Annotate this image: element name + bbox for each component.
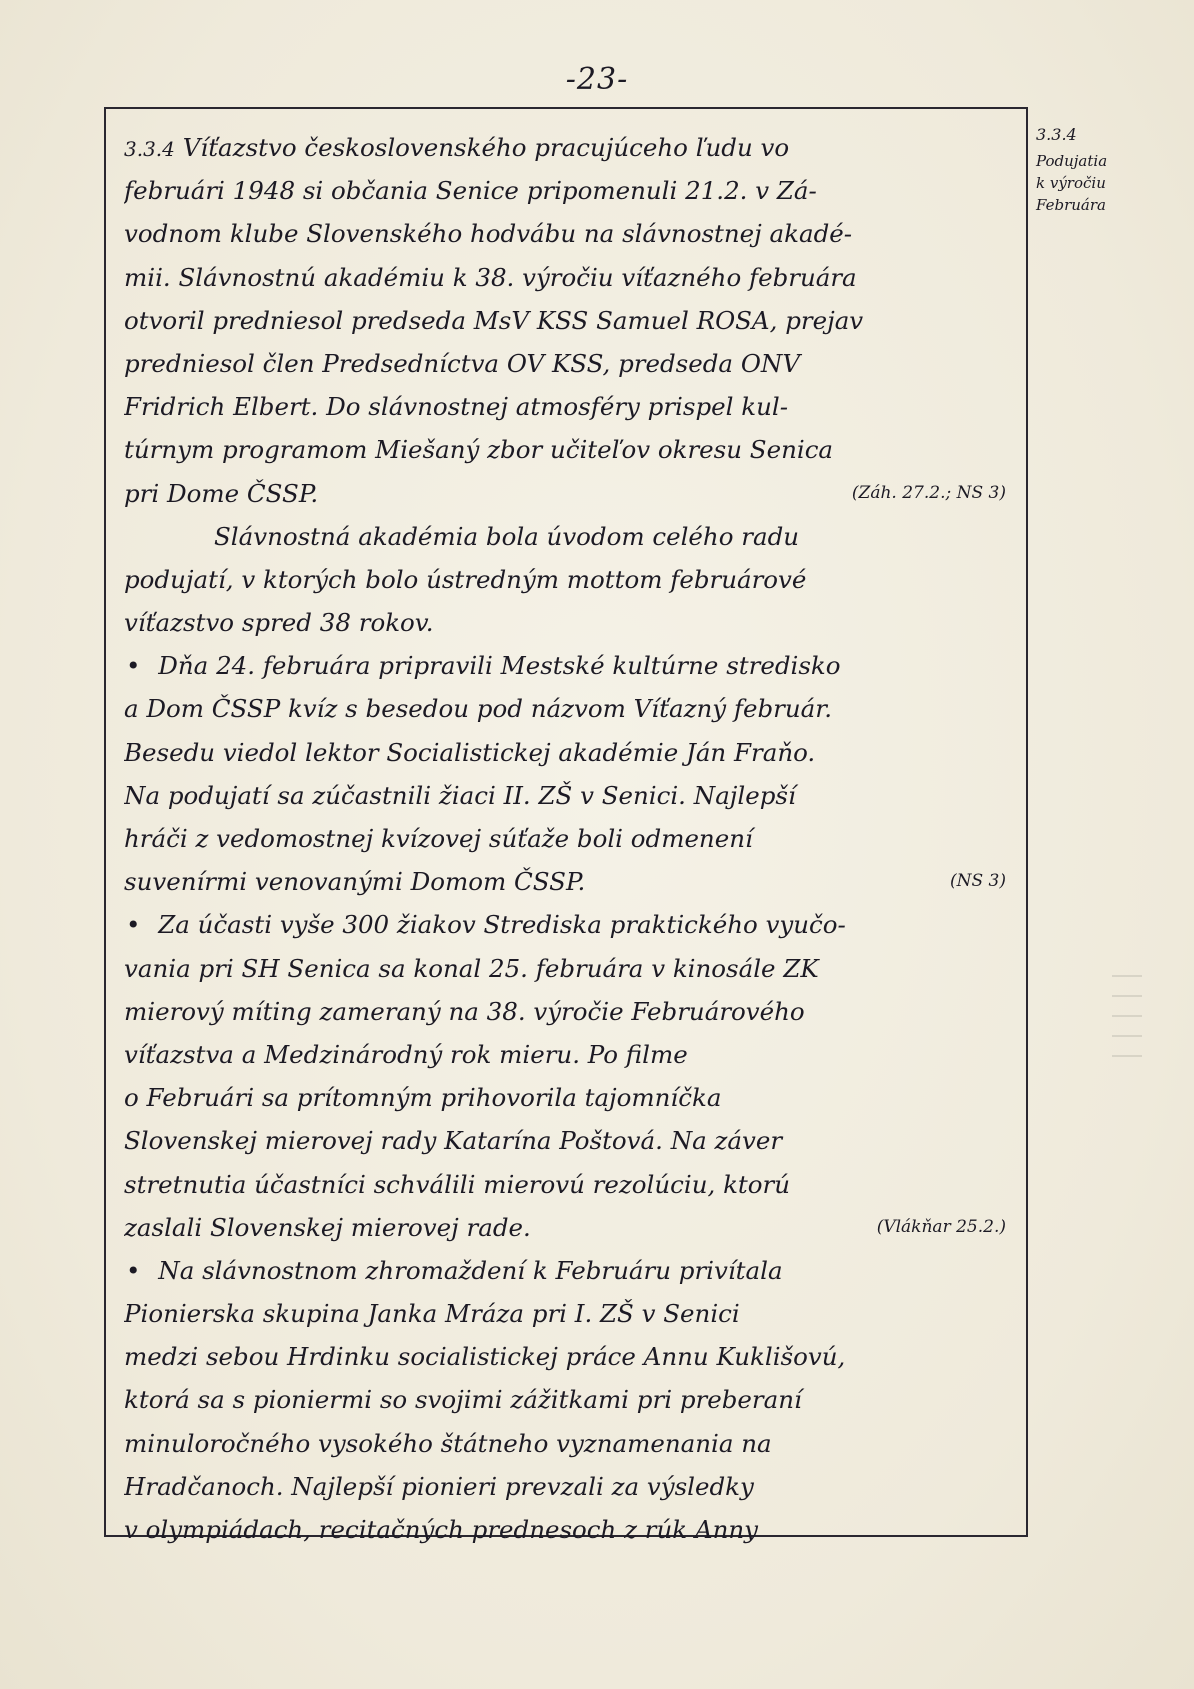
margin-note-line: k výročiu bbox=[1036, 174, 1106, 192]
text-line: víťazstva a Medzinárodný rok mieru. Po filme bbox=[124, 1039, 688, 1069]
text-line: vodnom klube Slovenského hodvábu na slávnostnej akadé- bbox=[124, 219, 853, 249]
text-line: vania pri SH Senica sa konal 25. februára v kinosále ZK bbox=[124, 953, 819, 983]
text-line: Hradčanoch. Najlepší pionieri prevzali za výsledky bbox=[124, 1471, 754, 1501]
text-line: otvoril predniesol predseda MsV KSS Samuel ROSA, prejav bbox=[124, 305, 864, 335]
handwritten-body bbox=[124, 126, 1012, 1551]
source-citation: (Vlákňar 25.2.) bbox=[876, 1216, 1006, 1237]
text-line: medzi sebou Hrdinku socialistickej práce Annu Kuklišovú, bbox=[124, 1342, 846, 1372]
source-citation: (NS 3) bbox=[949, 871, 1006, 892]
bullet-symbol: • bbox=[126, 1255, 141, 1285]
faint-bleedthrough-marks bbox=[1112, 975, 1152, 1115]
text-line: stretnutia účastníci schválili mierovú rezolúciu, ktorú bbox=[124, 1169, 791, 1199]
text-line: Slávnostná akadémia bola úvodom celého radu bbox=[214, 521, 800, 551]
page-number: -23- bbox=[565, 62, 629, 97]
bullet-text: Dňa 24. februára pripravili Mestské kultúrne stredisko bbox=[158, 651, 841, 681]
text-line: hráči z vedomostnej kvízovej súťaže boli odmenení bbox=[124, 824, 753, 853]
bullet-text: Na slávnostnom zhromaždení k Februáru privítala bbox=[158, 1255, 783, 1285]
text-line: Slovenskej mierovej rady Katarína Poštová. Na záver bbox=[124, 1126, 783, 1156]
text-line: podujatí, v ktorých bolo ústredným mottom februárové bbox=[124, 564, 807, 594]
text-line: mii. Slávnostnú akadémiu k 38. výročiu víťazného februára bbox=[124, 262, 857, 292]
text-line: víťazstvo spred 38 rokov. bbox=[124, 608, 434, 638]
text-line: Pionierska skupina Janka Mráza pri I. ZŠ v Senici bbox=[124, 1299, 740, 1329]
bullet-line bbox=[124, 1249, 1012, 1292]
text-line: minuloročného vysokého štátneho vyznamenania na bbox=[124, 1428, 772, 1458]
text-line bbox=[124, 1206, 1012, 1249]
text-line: a Dom ČSSP kvíz s besedou pod názvom Víťazný február. bbox=[124, 694, 833, 724]
text-line bbox=[124, 472, 1012, 515]
text-line: v olympiádach, recitačných prednesoch z rúk Anny bbox=[124, 1515, 759, 1544]
text-line bbox=[124, 126, 1012, 169]
text-line: Fridrich Elbert. Do slávnostnej atmosféry prispel kul- bbox=[124, 392, 789, 422]
margin-note-line: Februára bbox=[1036, 196, 1106, 214]
margin-note-line: Podujatia bbox=[1036, 152, 1108, 170]
section-first-line: Víťazstvo československého pracujúceho ľudu vo bbox=[182, 133, 790, 162]
bullet-line bbox=[124, 644, 1012, 687]
bullet-last-line: zaslali Slovenskej mierovej rade. bbox=[124, 1212, 531, 1242]
text-line: o Februári sa prítomným prihovorila tajomníčka bbox=[124, 1083, 722, 1113]
bullet-symbol: • bbox=[126, 651, 141, 681]
bullet-symbol: • bbox=[126, 910, 141, 940]
text-line: Besedu viedol lektor Socialistickej akadémie Ján Fraňo. bbox=[124, 737, 816, 767]
margin-note bbox=[1036, 124, 1154, 216]
text-line: Na podujatí sa zúčastnili žiaci II. ZŠ v Senici. Najlepší bbox=[124, 780, 796, 810]
source-citation: (Záh. 27.2.; NS 3) bbox=[851, 482, 1006, 503]
bullet-last-line: suvenírmi venovanými Domom ČSSP. bbox=[124, 867, 586, 897]
text-line bbox=[124, 860, 1012, 903]
text-line: predniesol člen Predsedníctva OV KSS, predseda ONV bbox=[124, 348, 801, 378]
bullet-text: Za účasti vyše 300 žiakov Strediska praktického vyučo- bbox=[158, 910, 846, 940]
section-last-line: pri Dome ČSSP. bbox=[124, 478, 319, 508]
text-line: ktorá sa s pioniermi so svojimi zážitkami pri preberaní bbox=[124, 1385, 802, 1415]
text-line: mierový míting zameraný na 38. výročie Februárového bbox=[124, 996, 805, 1026]
text-line: túrnym programom Miešaný zbor učiteľov okresu Senica bbox=[124, 435, 834, 465]
text-line: februári 1948 si občania Senice pripomenuli 21.2. v Zá- bbox=[124, 176, 817, 206]
bullet-line bbox=[124, 903, 1012, 946]
margin-note-code: 3.3.4 bbox=[1036, 125, 1077, 144]
section-code: 3.3.4 bbox=[124, 137, 175, 161]
